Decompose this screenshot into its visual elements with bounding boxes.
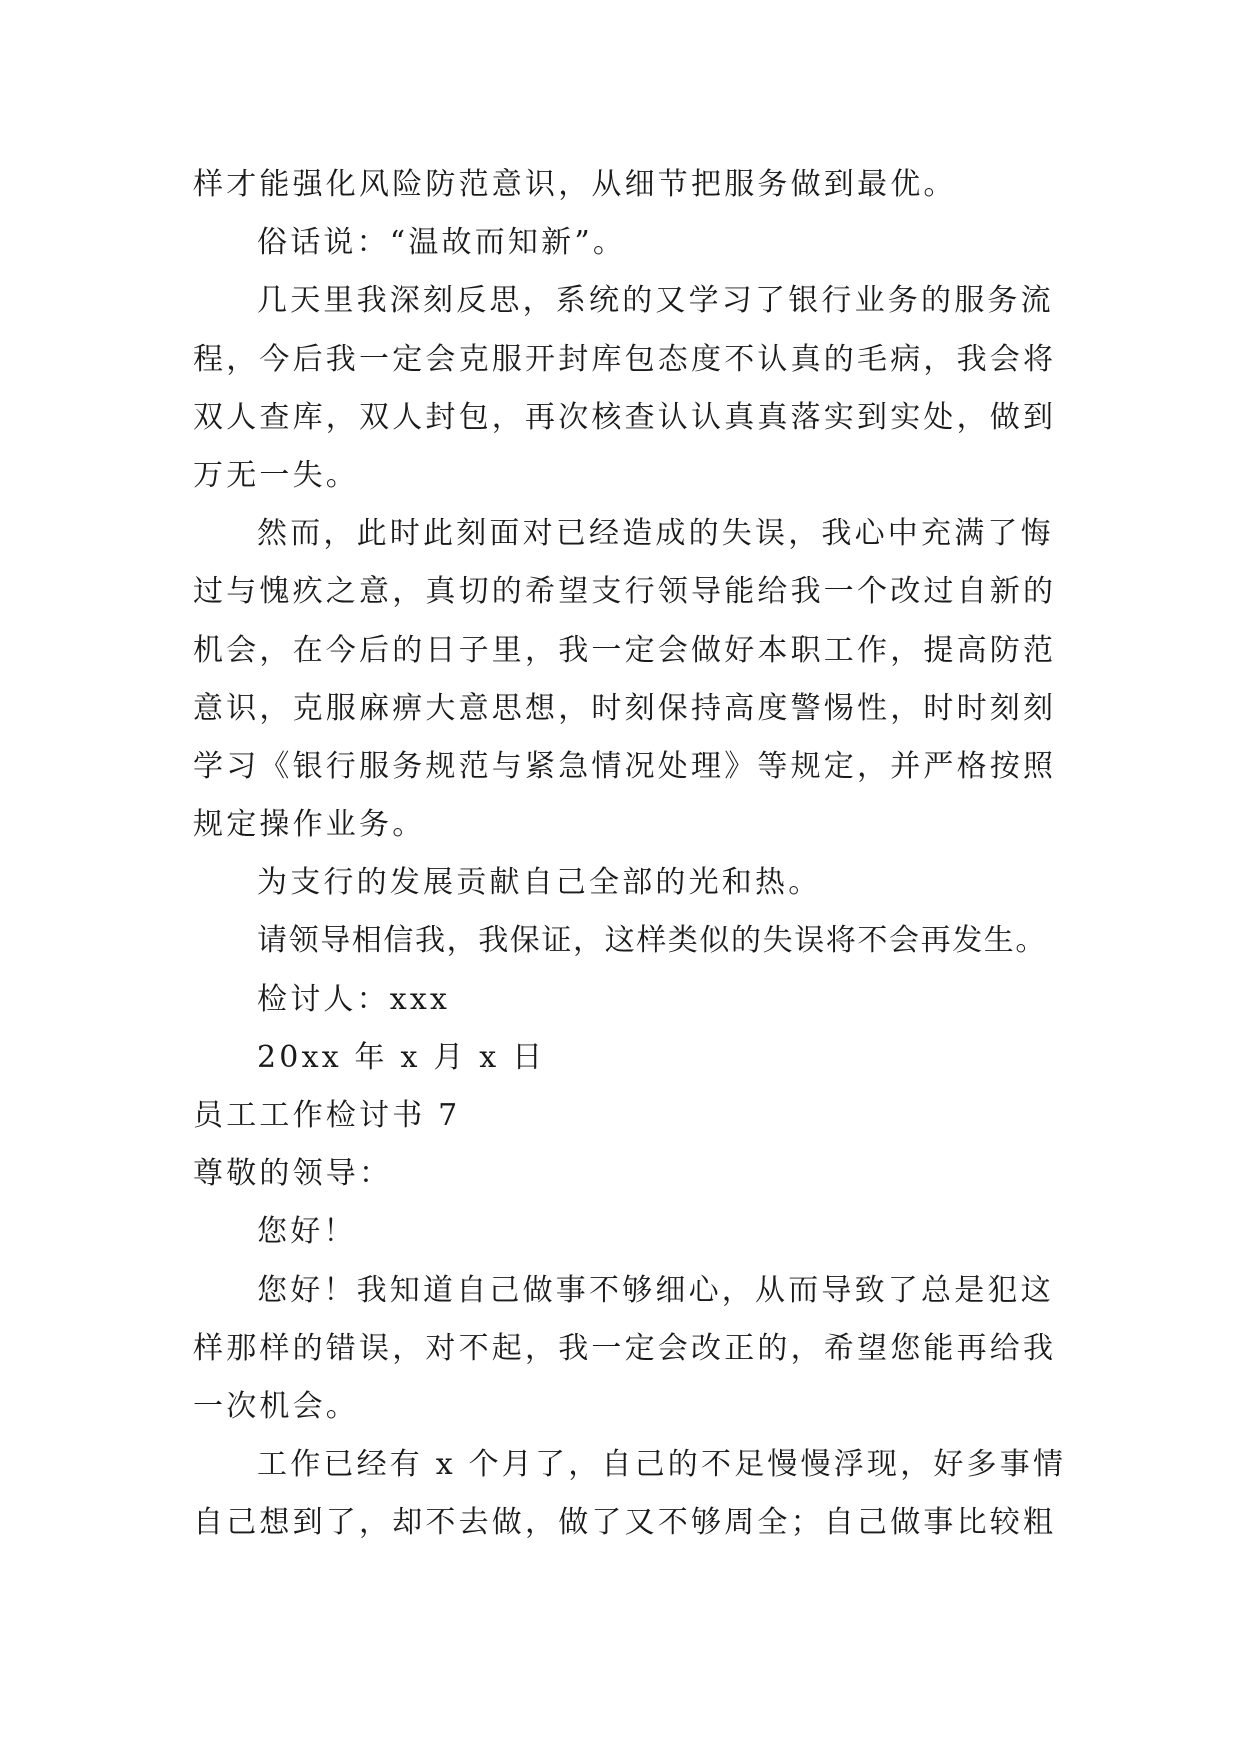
- paragraph-line: 几天里我深刻反思，系统的又学习了银行业务的服务流: [257, 283, 1054, 319]
- paragraph-line: 学习《银行服务规范与紧急情况处理》等规定，并严格按照: [193, 748, 1057, 784]
- paragraph-line: 俗话说：“温故而知新”。: [257, 225, 627, 261]
- paragraph-line: 双人查库，双人封包，再次核查认认真真落实到实处，做到: [193, 399, 1057, 435]
- signature-date: 20xx 年 x 月 x 日: [257, 1039, 546, 1075]
- signature-name: 检讨人：xxx: [257, 981, 451, 1017]
- paragraph-line: 机会，在今后的日子里，我一定会做好本职工作，提高防范: [193, 632, 1057, 668]
- section-title: 员工工作检讨书 7: [193, 1098, 461, 1133]
- paragraph-line: 为支行的发展贡献自己全部的光和热。: [257, 865, 822, 901]
- paragraph-line: 程，今后我一定会克服开封库包态度不认真的毛病，我会将: [193, 341, 1057, 377]
- paragraph-line: 一次机会。: [193, 1388, 359, 1424]
- paragraph-line: 规定操作业务。: [193, 807, 426, 843]
- paragraph-line: 样才能强化风险防范意识，从细节把服务做到最优。: [193, 167, 957, 202]
- paragraph-line: 工作已经有 x 个月了，自己的不足慢慢浮现，好多事情: [257, 1447, 1067, 1483]
- paragraph-line: 请领导相信我，我保证，这样类似的失误将不会再发生。: [257, 923, 1047, 959]
- paragraph-line: 万无一失。: [193, 457, 359, 493]
- paragraph-line: 自己想到了，却不去做，做了又不够周全；自己做事比较粗: [193, 1505, 1057, 1541]
- document-body: [193, 156, 1067, 1553]
- paragraph-line: 意识，克服麻痹大意思想，时刻保持高度警惕性，时时刻刻: [193, 690, 1057, 726]
- paragraph-line: 您好！我知道自己做事不够细心，从而导致了总是犯这: [257, 1272, 1054, 1308]
- paragraph-line: 过与愧疚之意，真切的希望支行领导能给我一个改过自新的: [193, 574, 1057, 610]
- paragraph-line: 样那样的错误，对不起，我一定会改正的，希望您能再给我: [193, 1330, 1057, 1366]
- greeting: 您好！: [257, 1214, 357, 1250]
- paragraph-line: 然而，此时此刻面对已经造成的失误，我心中充满了悔: [257, 516, 1054, 552]
- salutation: 尊敬的领导：: [193, 1156, 393, 1192]
